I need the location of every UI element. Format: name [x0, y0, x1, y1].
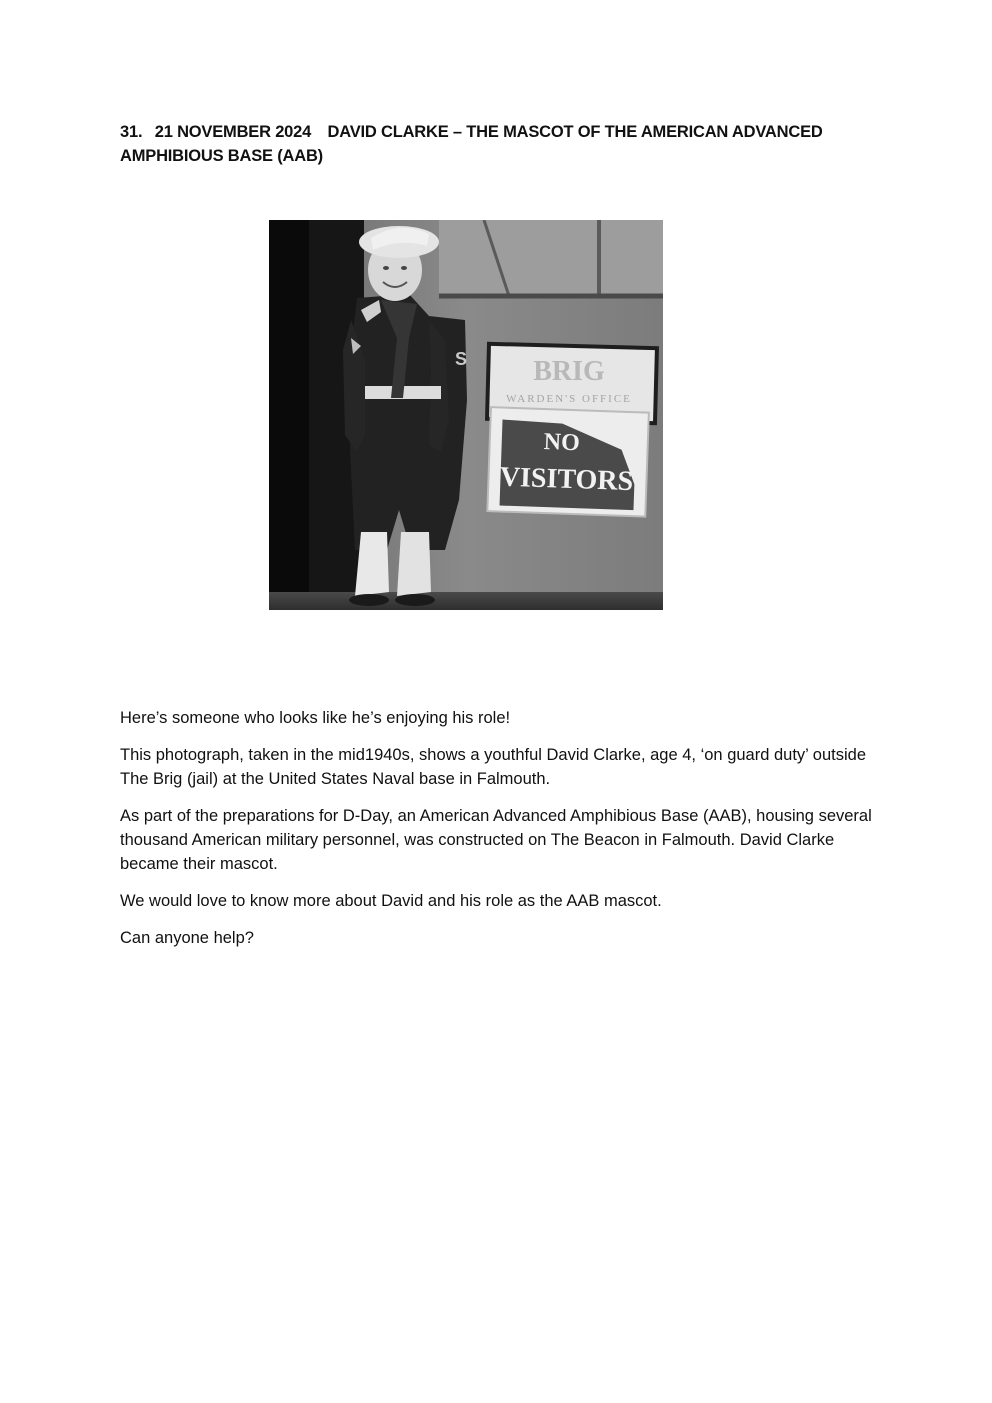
paragraph-2: This photograph, taken in the mid1940s, shows a youthful David Clarke, age 4, ‘on guard duty’ outside The Brig (jail) at the United States Naval base in Falmouth.	[120, 746, 867, 788]
brig-sign-title: BRIG	[533, 356, 605, 387]
article-number: 31.	[120, 123, 143, 141]
paragraph-5: Can anyone help?	[120, 929, 254, 947]
article-heading	[120, 120, 880, 168]
no-visitors-line1: NO	[543, 429, 581, 457]
sleeve-letter: S	[455, 349, 468, 369]
article-date: 21 NOVEMBER 2024	[154, 123, 312, 141]
brig-sign-subtitle: WARDEN'S OFFICE	[506, 393, 632, 405]
article-title: DAVID CLARKE – THE MASCOT OF THE AMERICAN ADVANCED AMPHIBIOUS BASE (AAB)	[120, 123, 823, 165]
no-visitors-line2: VISITORS	[499, 461, 634, 498]
floor	[269, 592, 663, 610]
paragraph-1: Here’s someone who looks like he’s enjoying his role!	[120, 709, 511, 727]
no-visitors-sign	[487, 407, 649, 516]
historic-photograph	[269, 220, 663, 610]
window	[439, 220, 663, 296]
paragraph-3: As part of the preparations for D-Day, an American Advanced Amphibious Base (AAB), housing several thousand American military personnel, was constructed on The Beacon in Falmouth. David Clarke became their mascot.	[120, 807, 872, 873]
paragraph-4: We would love to know more about David and his role as the AAB mascot.	[120, 892, 662, 910]
article-body	[120, 706, 880, 963]
